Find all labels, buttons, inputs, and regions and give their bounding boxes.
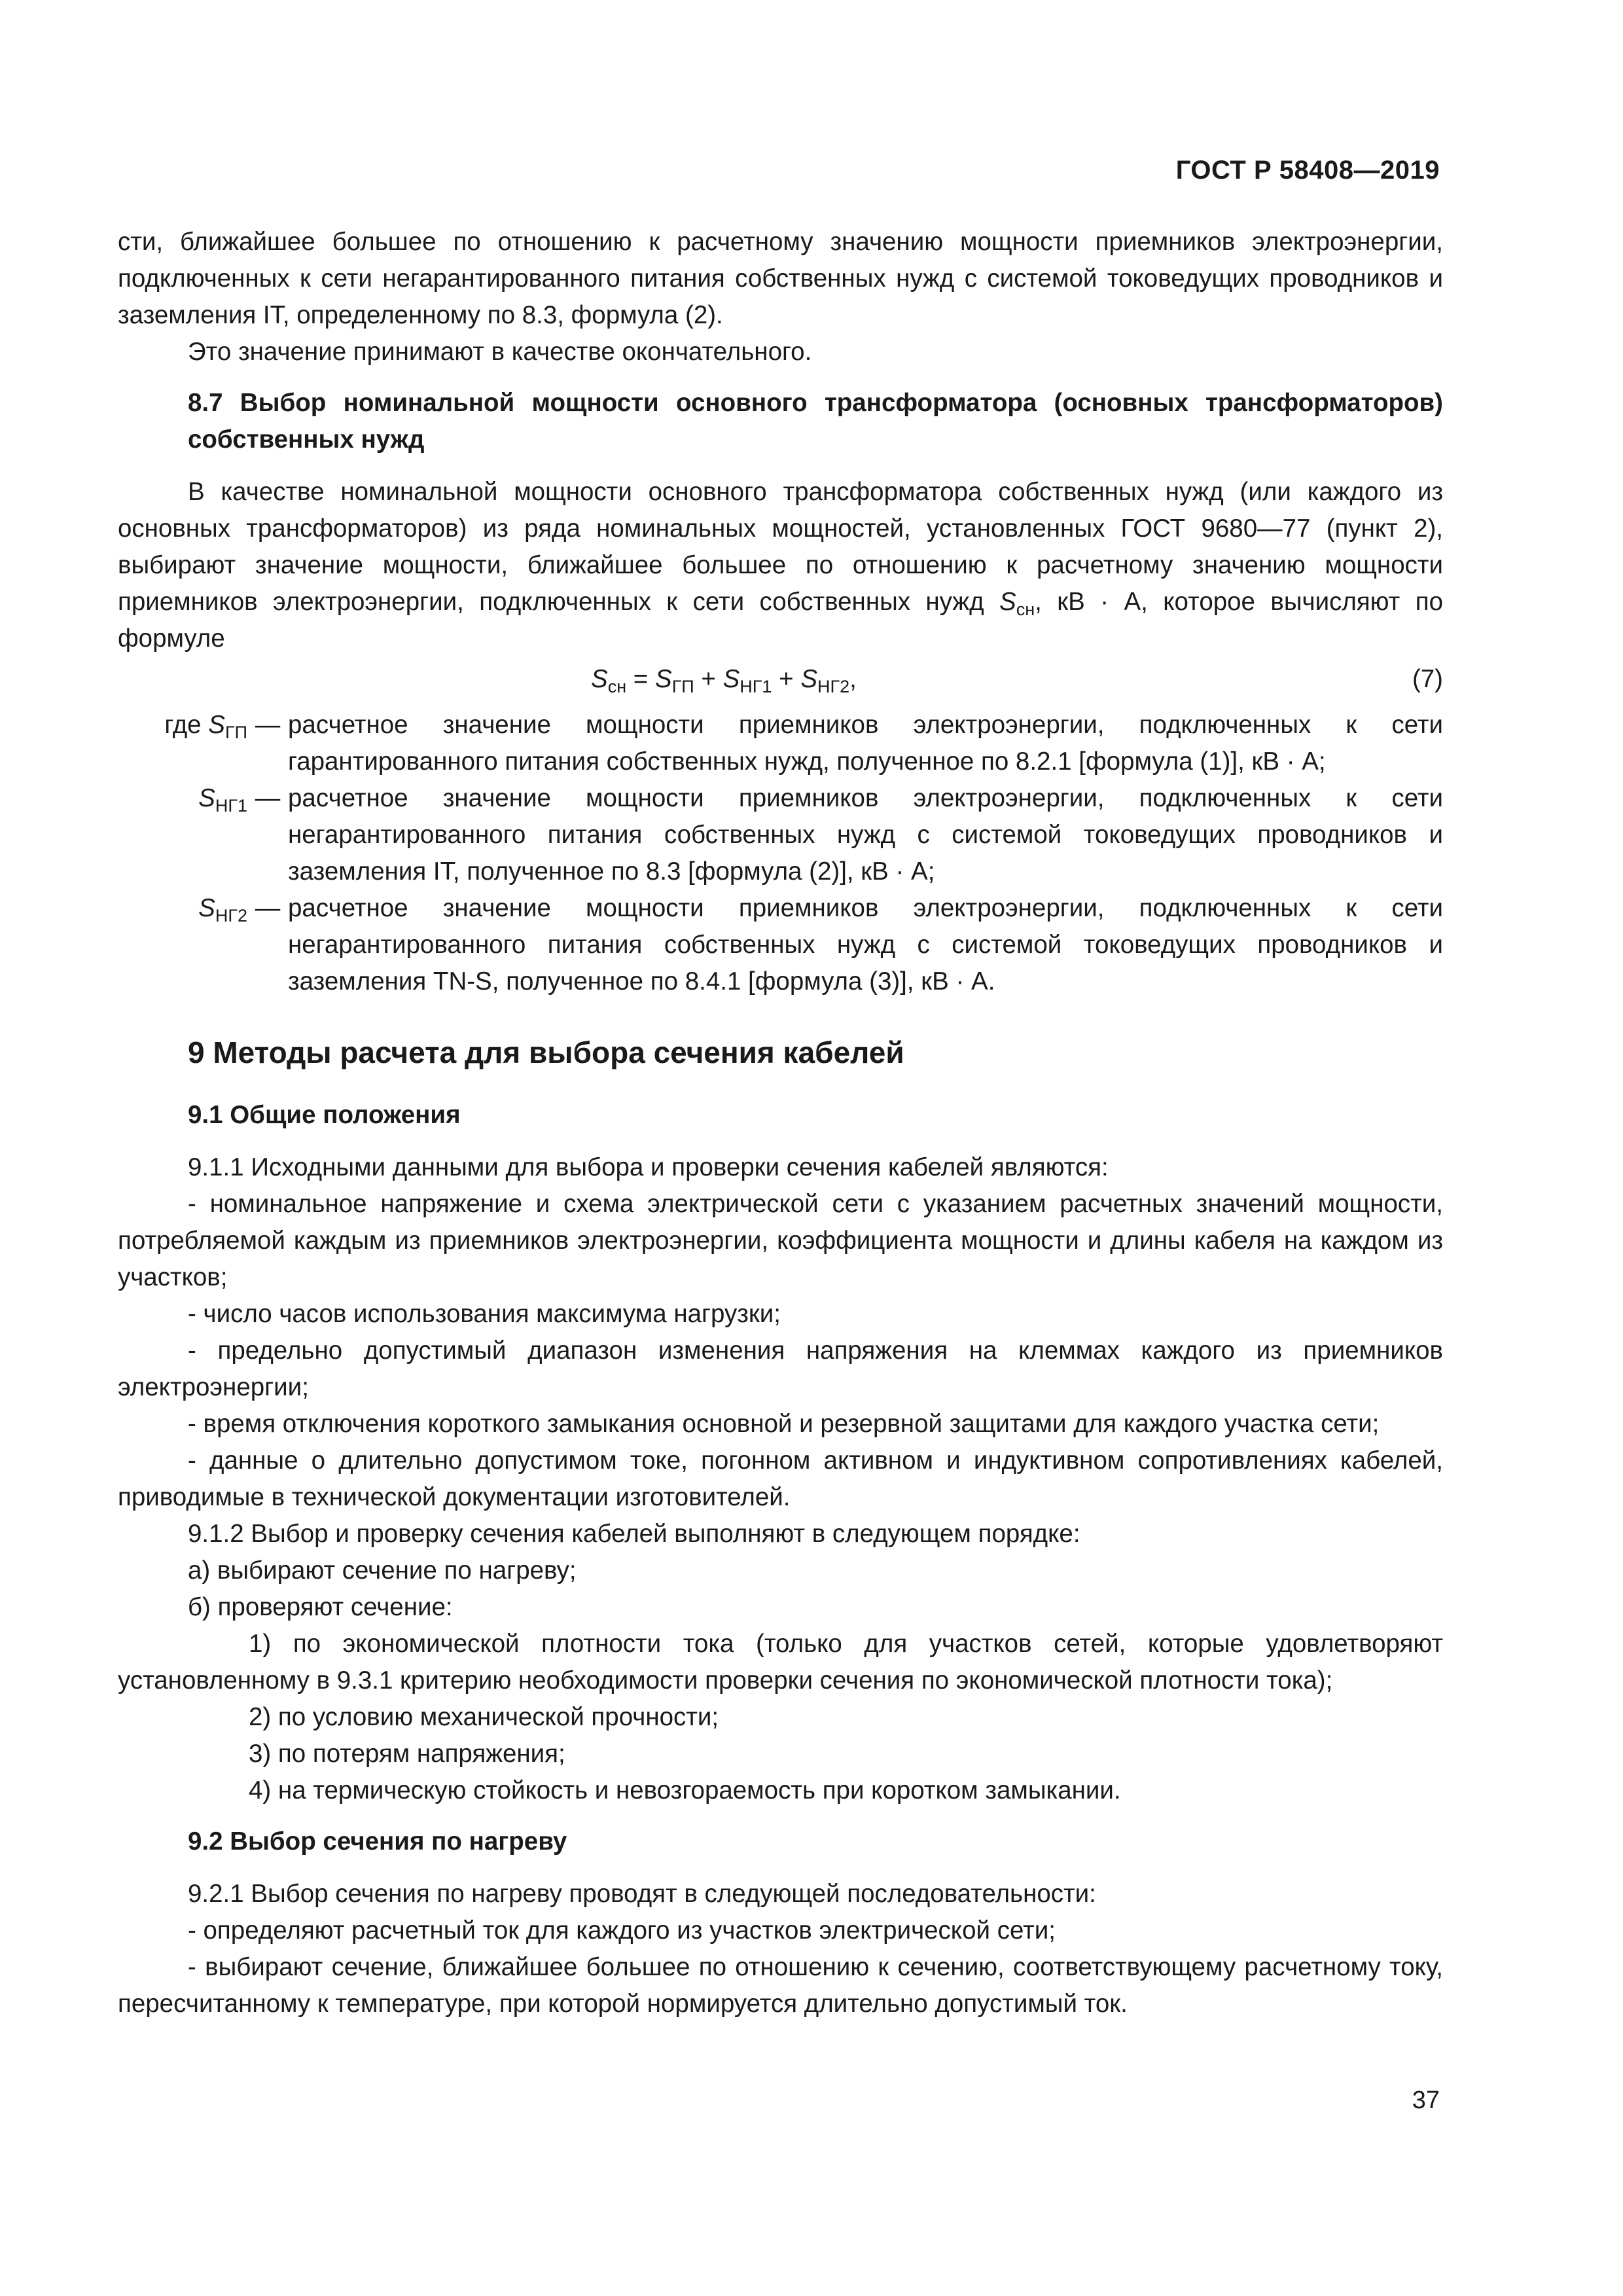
list-item: 1) по экономической плотности тока (только для участков сетей, которые удовлетворяют установленному в 9.3.1 критерию необходимости проверки сечения по экономической плотности тока); [118, 1630, 1443, 1695]
section-8-7-heading: 8.7 Выбор номинальной мощности основного трансформатора (основных трансформаторов) собственных нужд [188, 389, 1443, 454]
page-body [118, 224, 1443, 2022]
section-9-2-heading: 9.2 Выбор сечения по нагреву [188, 1827, 567, 1856]
list-item: 3) по потерям напряжения; [249, 1740, 565, 1768]
section-9-heading: 9 Методы расчета для выбора сечения кабелей [188, 1035, 904, 1069]
list-item: 2) по условию механической прочности; [249, 1703, 719, 1731]
list-item-b: б) проверяют сечение: [188, 1593, 453, 1621]
list-item: - число часов использования максимума нагрузки; [188, 1300, 781, 1328]
clause-9-1-2: 9.1.2 Выбор и проверку сечения кабелей выполняют в следующем порядке: [188, 1520, 1080, 1548]
standard-code: ГОСТ Р 58408—2019 [1175, 156, 1440, 185]
list-item: - данные о длительно допустимом токе, погонном активном и индуктивном сопротивлениях кабелей, приводимые в технической документации изготовителей. [118, 1446, 1443, 1511]
list-item: - время отключения короткого замыкания основной и резервной защитами для каждого участка сети; [188, 1410, 1380, 1438]
formula-7 [118, 661, 1443, 698]
continued-paragraph: сти, ближайшее большее по отношению к расчетному значению мощности приемников электроэнергии, подключенных к сети негарантированного питания собственных нужд с системой токоведущих проводников и заземления IT, определенному по 8.3, формула (2). [118, 228, 1443, 329]
list-item-a: а) выбирают сечение по нагреву; [188, 1556, 577, 1585]
final-value-paragraph: Это значение принимают в качестве окончательного. [188, 338, 812, 366]
list-item: - определяют расчетный ток для каждого из участков электрической сети; [188, 1916, 1056, 1945]
clause-9-1-1: 9.1.1 Исходными данными для выбора и проверки сечения кабелей являются: [188, 1153, 1109, 1181]
section-9-1-heading: 9.1 Общие положения [188, 1101, 461, 1129]
where-item-sng1: $S_{НГ1}$ — расчетное значение мощности приемников электроэнергии, подключенных к сети негарантированного питания собственных нужд с системой токоведущих проводников и заземления IT, полученное по 8.3 [формула (2)], кВ · А; [198, 784, 1443, 886]
list-item: 4) на термическую стойкость и невозгораемость при коротком замыкании. [249, 1776, 1121, 1804]
list-item: - предельно допустимый диапазон изменения напряжения на клеммах каждого из приемников электроэнергии; [118, 1336, 1443, 1401]
where-item-sng2: $S_{НГ2}$ — расчетное значение мощности приемников электроэнергии, подключенных к сети негарантированного питания собственных нужд с системой токоведущих проводников и заземления TN-S, полученное по 8.4.1 [формула (3)], кВ · А. [198, 894, 1443, 996]
section-8-7-paragraph: В качестве номинальной мощности основного трансформатора собственных нужд (или каждого из основных трансформаторов) из ряда номинальных мощностей, установленных ГОСТ 9680—77 (пункт 2), выбирают значение мощности, ближайшее большее по отношению к расчетному значению мощности приемников электроэнергии, подключенных к сети собственных нужд $S_{сн}$, кВ · А, которое вычисляют по формуле [118, 478, 1443, 653]
formula-number: (7) [1412, 665, 1443, 693]
page-number: 37 [1412, 2087, 1440, 2114]
list-item: - выбирают сечение, ближайшее большее по отношению к сечению, соответствующему расчетному току, пересчитанному к температуре, при которой нормируется длительно допустимый ток. [118, 1953, 1443, 2018]
clause-9-2-1: 9.2.1 Выбор сечения по нагреву проводят в следующей последовательности: [188, 1880, 1096, 1908]
where-item-sgp: где $S_{ГП}$ — расчетное значение мощности приемников электроэнергии, подключенных к сети гарантированного питания собственных нужд, полученное по 8.2.1 [формула (1)], кВ · А; [164, 711, 1443, 776]
formula-expression: $S_{сн} = S_{ГП} + S_{НГ1} + S_{НГ2}$, [591, 665, 857, 696]
list-item: - номинальное напряжение и схема электрической сети с указанием расчетных значений мощности, потребляемой каждым из приемников электроэнергии, коэффициента мощности и длины кабеля на каждом из участков; [118, 1190, 1443, 1291]
